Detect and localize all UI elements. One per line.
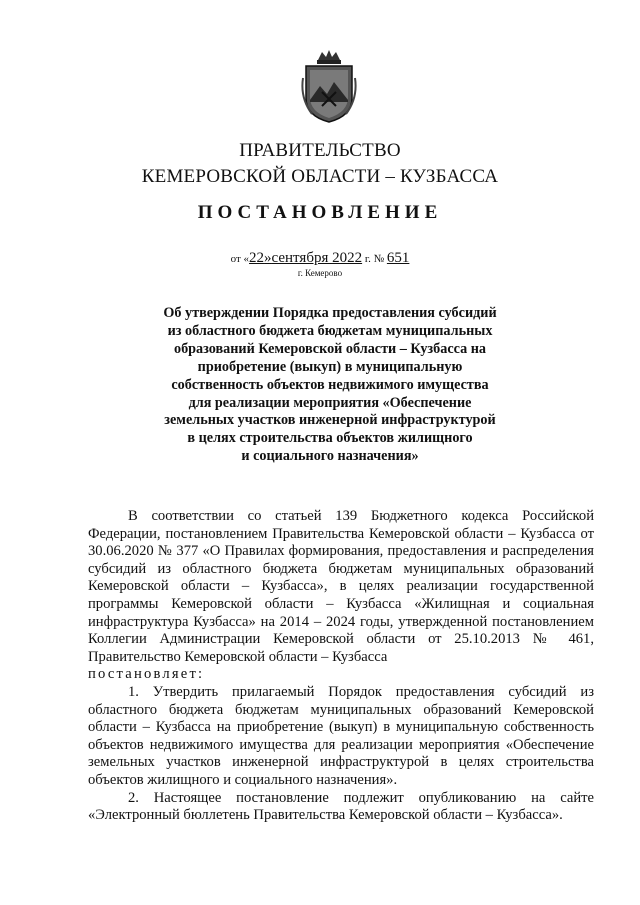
document-body: [88, 508, 594, 825]
decree-word: постановляет:: [88, 666, 205, 683]
title-line: собственность объектов недвижимого имущества: [171, 376, 489, 393]
title-line: из областного бюджета бюджетам муниципальных: [167, 322, 493, 339]
coat-of-arms-icon: [300, 48, 358, 124]
organization-name-line2: КЕМЕРОВСКОЙ ОБЛАСТИ – КУЗБАССА: [141, 166, 499, 187]
date-day: 22: [249, 250, 265, 266]
title-line: приобретение (выкуп) в муниципальную: [197, 358, 463, 375]
document-number: 651: [386, 250, 410, 266]
title-line: образований Кемеровской области – Кузбасса на: [173, 340, 487, 357]
title-line: земельных участков инженерной инфраструктурой: [164, 412, 496, 429]
date-month-year: сентября 2022: [271, 250, 363, 266]
preamble-paragraph: В соответствии со статьей 139 Бюджетного кодекса Российской Федерации, постановлением Правительства Кемеровской области – Кузбасса от 30.06.2020 № 377 «О Правилах формирования, предоставления и распределения субсидий из областного бюджета бюджетам муниципальных образований Кемеровской области – Кузбасса», в целях реализации государственной программы Кемеровской области – Кузбасса «Жилищная и социальная инфраструктура Кузбасса» на 2014 – 2024 годы, утвержденной постановлением Коллегии Администрации Кемеровской области от 25.10.2013 № 461, Правительство Кемеровской области – Кузбасса: [88, 508, 594, 665]
title-line: и социального назначения»: [241, 448, 419, 465]
date-prefix: от «: [230, 253, 250, 265]
title-line: Об утверждении Порядка предоставления субсидий: [163, 305, 497, 321]
date-number-line: [0, 250, 640, 267]
date-mid: »: [264, 250, 272, 266]
title-line: в целях строительства объектов жилищного: [187, 430, 473, 447]
title-line: для реализации мероприятия «Обеспечение: [188, 394, 472, 411]
document-type: ПОСТАНОВЛЕНИЕ: [197, 202, 443, 223]
number-sign: №: [373, 253, 385, 265]
item-paragraph-1: 1. Утвердить прилагаемый Порядок предоставления субсидий из областного бюджета бюджетам муниципальных образований Кемеровской области – Кузбасса на приобретение (выкуп) в муниципальную собственность объектов недвижимого имущества для реализации мероприятия «Обеспечение земельных участков инженерной инфраструктурой в целях строительства объектов жилищного и социального назначения».: [88, 683, 594, 788]
item-paragraph-2: 2. Настоящее постановление подлежит опубликованию на сайте «Электронный бюллетень Правительства Кемеровской области – Кузбасса».: [88, 789, 594, 824]
document-title: [140, 305, 520, 466]
organization-name-line1: ПРАВИТЕЛЬСТВО: [239, 140, 401, 161]
date-year-suffix: г.: [364, 253, 371, 265]
city: г. Кемерово: [297, 268, 343, 278]
